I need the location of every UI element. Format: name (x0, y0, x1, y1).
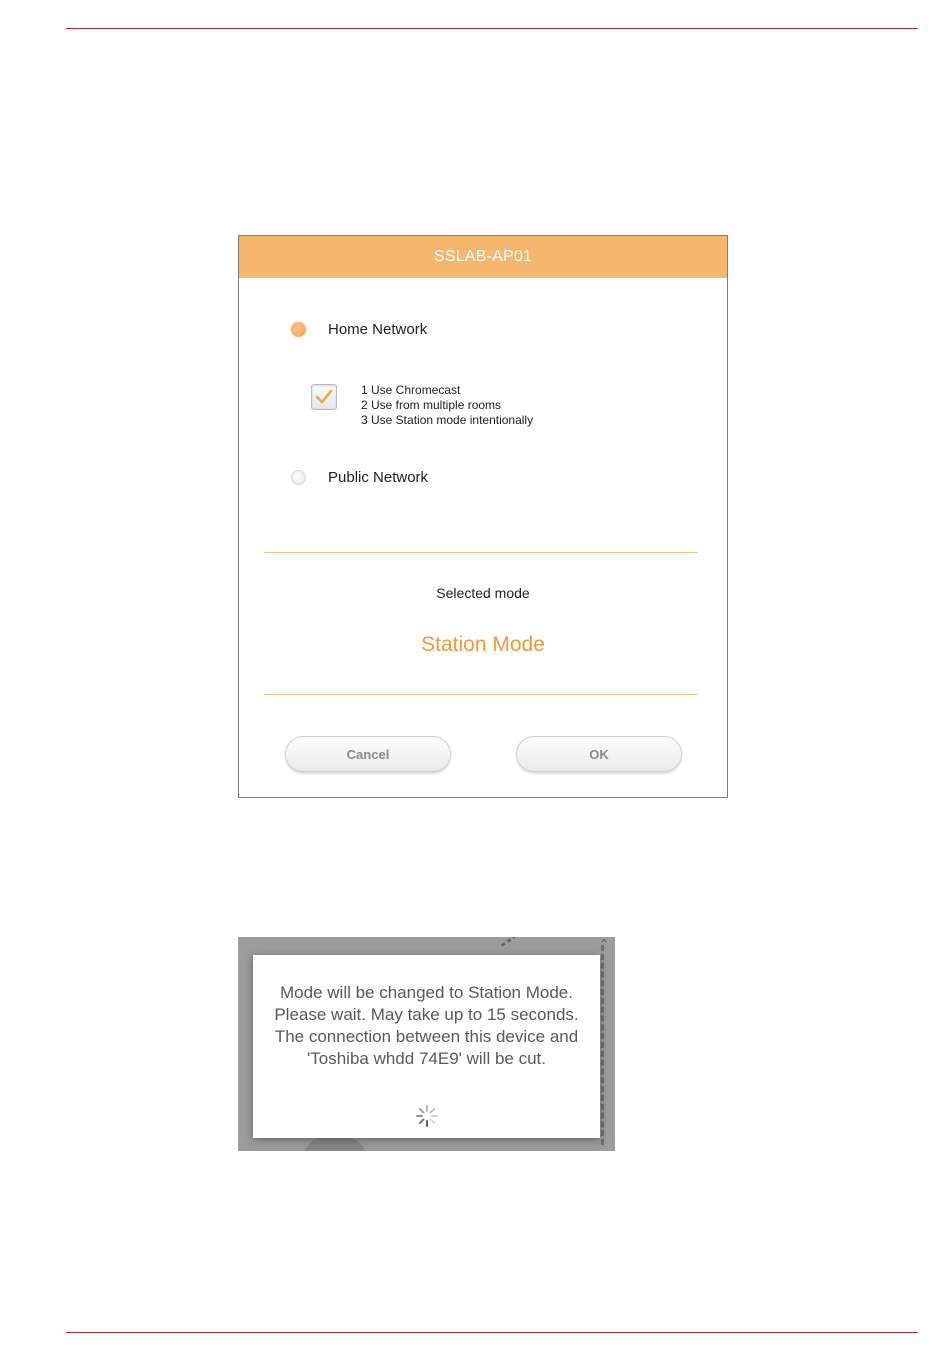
usage-condition-1: 1 Use Chromecast (361, 383, 461, 397)
background-dashed-line (601, 945, 604, 1145)
chevron-up-icon: ⌃ (598, 937, 609, 951)
divider (264, 552, 698, 553)
network-mode-dialog (238, 235, 728, 798)
dialog-title: SSLAB-AP01 (239, 236, 727, 278)
radio-selected-icon[interactable] (291, 322, 306, 337)
page-top-rule (66, 28, 918, 29)
usage-condition-2: 2 Use from multiple rooms (361, 398, 502, 412)
home-network-label: Home Network (328, 321, 428, 338)
progress-message: Mode will be changed to Station Mode. Please wait. May take up to 15 seconds. The connection between this device and 'Toshiba whdd 74E9' will be cut. (274, 983, 579, 1068)
checkmark-icon (315, 389, 333, 405)
progress-popup (253, 955, 600, 1138)
usage-checkbox[interactable] (311, 384, 337, 410)
loading-spinner-icon (415, 1104, 439, 1128)
background-decoration (501, 937, 517, 947)
mode-change-screenshot (238, 937, 615, 1151)
usage-condition-3: 3 Use Station mode intentionally (361, 413, 534, 427)
page-bottom-rule (66, 1332, 918, 1333)
ok-button[interactable]: OK (516, 736, 682, 772)
radio-unselected-icon[interactable] (291, 470, 306, 485)
selected-mode-value: Station Mode (421, 633, 545, 656)
usage-conditions-list (361, 383, 533, 428)
home-network-option[interactable] (291, 321, 427, 338)
public-network-label: Public Network (328, 469, 429, 486)
divider (264, 694, 698, 695)
cancel-button[interactable]: Cancel (285, 736, 451, 772)
public-network-option[interactable] (291, 469, 428, 486)
selected-mode-label: Selected mode (436, 585, 530, 601)
usage-confirmation (311, 383, 533, 428)
